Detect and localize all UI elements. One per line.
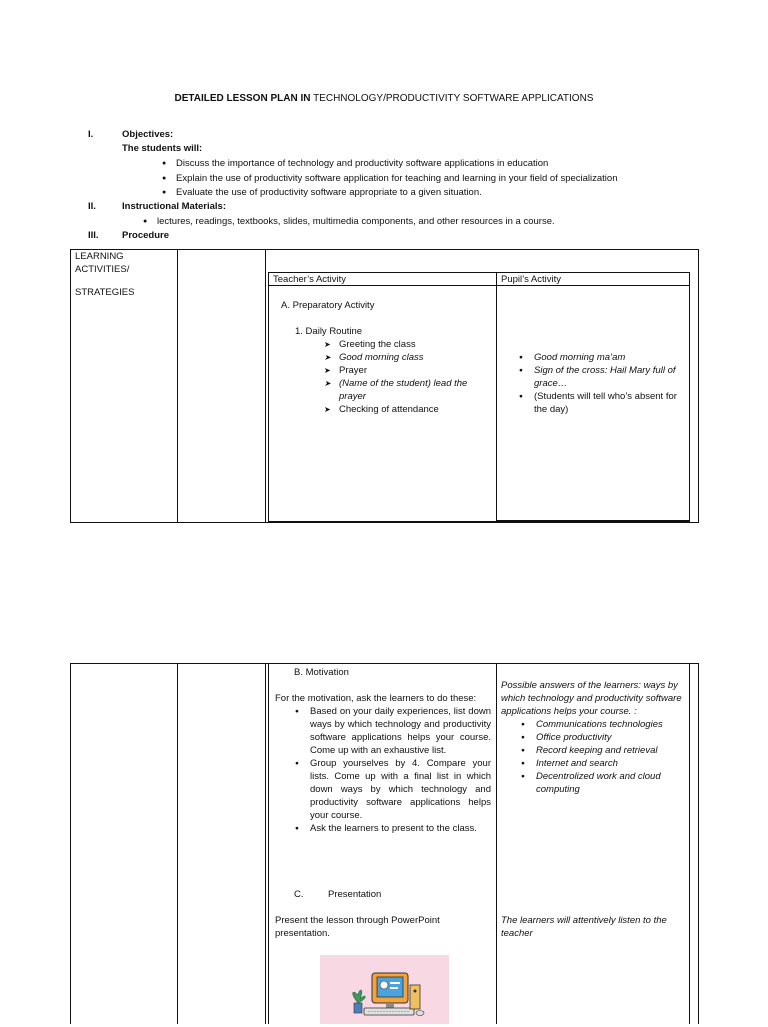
possible-answer-item: ● Record keeping and retrieval — [519, 744, 685, 757]
motivation-intro: For the motivation, ask the learners to do these: — [275, 693, 477, 704]
computer-illustration — [320, 955, 449, 1024]
presentation-letter: C. — [294, 889, 304, 900]
procedure-heading: Procedure — [122, 230, 169, 241]
objectives-list — [162, 157, 617, 201]
possible-answer-item: ● Office productivity — [519, 731, 685, 744]
pupil-activity-header: Pupil’s Activity — [501, 274, 562, 285]
routine-item: ➤ (Name of the student) lead the prayer — [322, 377, 482, 403]
learning-activities-label — [75, 250, 134, 299]
possible-answer-item: ● Internet and search — [519, 757, 685, 770]
motivation-item: ● Based on your daily experiences, list down ways by which technology and productivity software applications helps your course. Come up with an exhaustive list. — [293, 705, 491, 757]
motivation-item: ● Group yourselves by 4. Compare your lists. Come up with a final list in which down ways by which technology and productivity software applications helps your course. — [293, 757, 491, 822]
routine-item: ➤ Greeting the class — [322, 338, 482, 351]
table2-divider — [689, 663, 690, 1024]
routine-item: ➤ Prayer — [322, 364, 482, 377]
possible-answers-intro: Possible answers of the learners: ways by which technology and productivity software applications helps your course. : — [501, 680, 682, 717]
table2-top-line — [70, 663, 699, 664]
document-title — [0, 93, 768, 104]
table1-inner-divider — [496, 272, 497, 522]
presentation-text: Present the lesson through PowerPoint presentation. — [275, 915, 440, 939]
col1-line: ACTIVITIES/ — [75, 264, 130, 275]
presentation-pupil-response: The learners will attentively listen to the teacher — [501, 915, 667, 939]
table1-divider — [265, 249, 266, 523]
title-subject: TECHNOLOGY/PRODUCTIVITY SOFTWARE APPLICATIONS — [313, 93, 594, 104]
table2-divider — [177, 663, 178, 1024]
objective-item: ● Evaluate the use of productivity software appropriate to a given situation. — [162, 186, 617, 201]
col1-line: STRATEGIES — [75, 287, 135, 298]
possible-answers-list — [519, 718, 685, 796]
pupil-response-item: ● (Students will tell who’s absent for the day) — [517, 390, 685, 416]
motivation-list — [293, 705, 491, 835]
motivation-title: B. Motivation — [294, 667, 349, 678]
routine-item: ➤ Good morning class — [322, 351, 482, 364]
materials-list — [143, 215, 555, 230]
computer-icon — [320, 955, 449, 1024]
table2-divider — [70, 663, 71, 1024]
table2-divider — [265, 663, 266, 1024]
section-number-1: I. — [88, 129, 94, 140]
presentation-title: Presentation — [328, 889, 382, 900]
table1-divider — [177, 249, 178, 523]
section-number-3: III. — [88, 230, 99, 241]
objective-item: ● Discuss the importance of technology and productivity software applications in education — [162, 157, 617, 172]
routine-list — [322, 338, 482, 416]
possible-answer-item: ● Communications technologies — [519, 718, 685, 731]
pupil-response-list — [517, 351, 685, 416]
title-bold: DETAILED LESSON PLAN IN — [174, 93, 311, 104]
teacher-activity-header: Teacher’s Activity — [273, 274, 347, 285]
pupil-response-item: ● Good morning ma’am — [517, 351, 685, 364]
table2-divider — [698, 663, 699, 1024]
table1-bottom-line — [496, 520, 690, 522]
objective-item: ● Explain the use of productivity software application for teaching and learning in your field of specialization — [162, 172, 617, 187]
col1-line: LEARNING — [75, 251, 124, 262]
table2-divider — [496, 663, 497, 1024]
materials-heading: Instructional Materials: — [122, 201, 226, 212]
table2-divider — [268, 663, 269, 1024]
daily-routine-title: 1. Daily Routine — [295, 326, 363, 337]
pupil-response-item: ● Sign of the cross: Hail Mary full of grace… — [517, 364, 685, 390]
routine-item: ➤ Checking of attendance — [322, 403, 482, 416]
motivation-item: ● Ask the learners to present to the class. — [293, 822, 491, 835]
section-number-2: II. — [88, 201, 96, 212]
objectives-heading: Objectives: — [122, 129, 174, 140]
materials-item: ● lectures, readings, textbooks, slides, multimedia components, and other resources in a course. — [143, 215, 555, 230]
possible-answer-item: ● Decentrolized work and cloud computing — [519, 770, 685, 796]
preparatory-activity-title: A. Preparatory Activity — [281, 300, 375, 311]
students-will-label: The students will: — [122, 143, 203, 154]
